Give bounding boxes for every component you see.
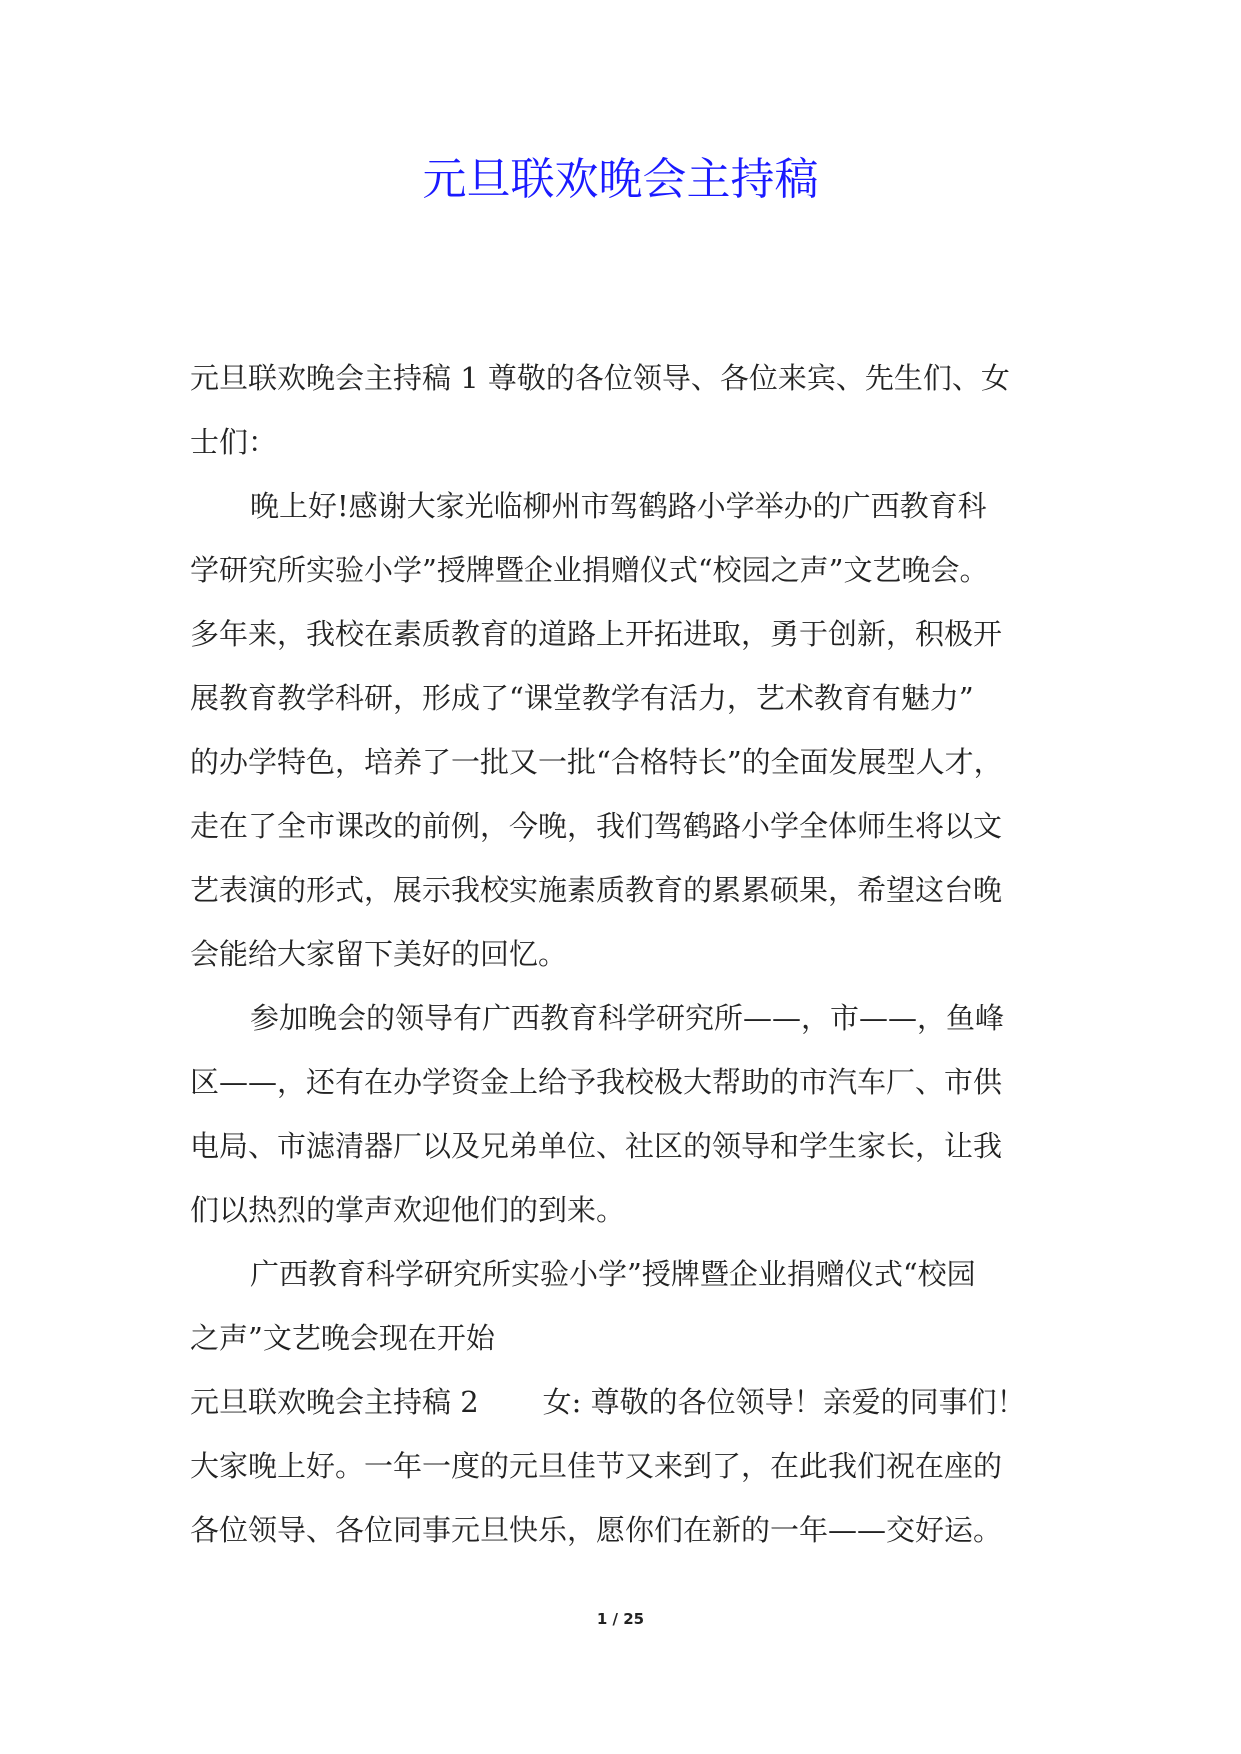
text-line: 之声”文艺晚会现在开始 (190, 1321, 495, 1355)
text-line: 士们： (190, 425, 278, 459)
page-number: 1 / 25 (596, 1610, 645, 1628)
text-line: 区——，还有在办学资金上给予我校极大帮助的市汽车厂、市供 (190, 1065, 1003, 1099)
text-line: 参加晚会的领导有广西教育科学研究所——，市——，鱼峰 (250, 1001, 1005, 1035)
text-line: 艺表演的形式，展示我校实施素质教育的累累硕果，希望这台晚 (190, 873, 1003, 907)
section-heading: 元旦联欢晚会主持稿 2 (190, 1385, 479, 1419)
text-line: 广西教育科学研究所实验小学”授牌暨企业捐赠仪式“校园 (250, 1257, 976, 1291)
text-line: 晚上好!感谢大家光临柳州市驾鹤路小学举办的广西教育科 (250, 489, 987, 523)
text-line: 学研究所实验小学”授牌暨企业捐赠仪式“校园之声”文艺晚会。 (190, 553, 989, 587)
text-line: 大家晚上好。一年一度的元旦佳节又来到了，在此我们祝在座的 (190, 1449, 1003, 1483)
document-title: 元旦联欢晚会主持稿 (422, 154, 819, 205)
text-line: 多年来，我校在素质教育的道路上开拓进取，勇于创新，积极开 (190, 617, 1003, 651)
text-line-speaker (190, 1370, 1060, 1434)
text-line: 会能给大家留下美好的回忆。 (190, 937, 568, 971)
text-line: 的办学特色，培养了一批又一批“合格特长”的全面发展型人才， (190, 745, 1003, 779)
text-line: 元旦联欢晚会主持稿 1 尊敬的各位领导、各位来宾、先生们、女 (190, 361, 1010, 395)
text-line: 电局、市滤清器厂以及兄弟单位、社区的领导和学生家长，让我 (190, 1129, 1003, 1163)
speaker-line: 女: 尊敬的各位领导！亲爱的同事们！ (542, 1385, 1026, 1419)
document-body (190, 346, 1060, 1562)
text-line: 们以热烈的掌声欢迎他们的到来。 (190, 1193, 626, 1227)
text-line: 展教育教学科研，形成了“课堂教学有活力，艺术教育有魅力” (190, 681, 974, 715)
text-line: 走在了全市课改的前例，今晚，我们驾鹤路小学全体师生将以文 (190, 809, 1003, 843)
text-line: 各位领导、各位同事元旦快乐，愿你们在新的一年——交好运。 (190, 1513, 1003, 1547)
